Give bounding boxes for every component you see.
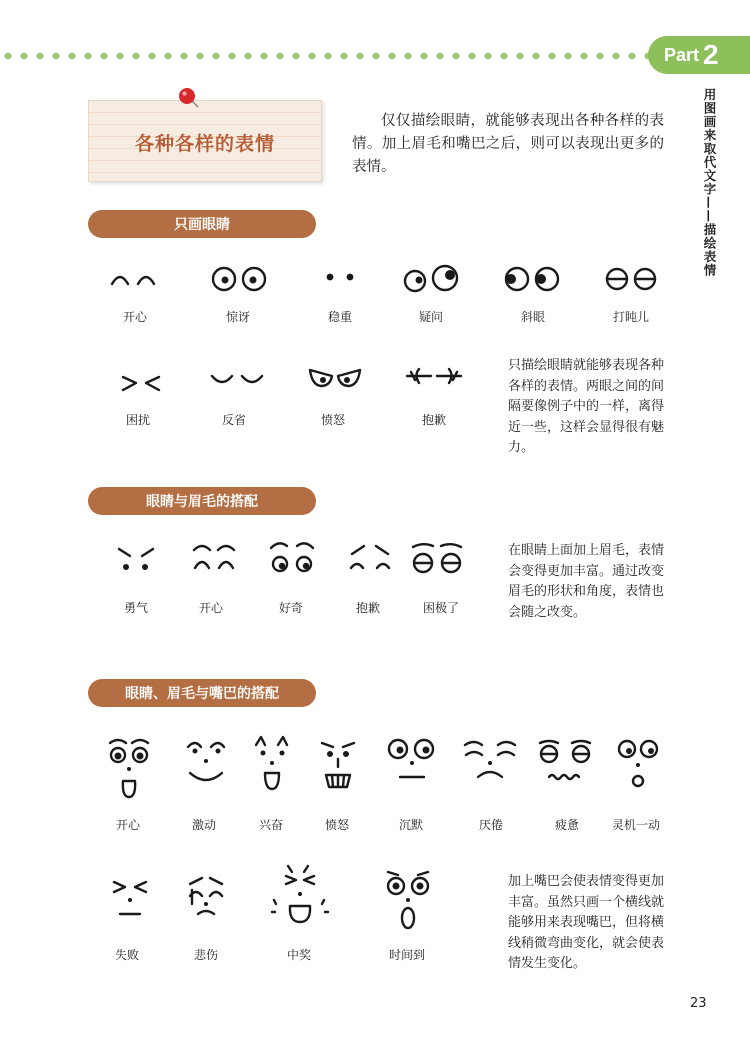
face-brows-curious: [266, 538, 318, 578]
face-eyes-dozing: [600, 264, 662, 294]
label: 开心: [115, 818, 140, 832]
face-full-failure: [110, 876, 150, 924]
face-full-tired: [535, 737, 595, 785]
label: 激动: [191, 818, 216, 832]
label: 悲伤: [193, 948, 218, 962]
label: 勇气: [123, 601, 148, 615]
section-heading-eyes-only: 只画眼睛: [88, 210, 316, 238]
face-eyes-side-glance: [500, 262, 566, 296]
label: 抱歉: [421, 413, 446, 427]
side-chapter-title: 用图画来取代文字——描绘表情: [702, 88, 717, 277]
note-eyes-brows: 在眼睛上面加上眉毛，表情会变得更加丰富。通过改变眉毛的形状和角度，表情也会随之改变。: [508, 543, 665, 620]
pushpin-icon: [178, 87, 200, 109]
label: 稳重: [327, 310, 352, 324]
section-heading-eyes-brows-mouth: 眼睛、眉毛与嘴巴的搭配: [88, 679, 316, 707]
label: 开心: [122, 310, 147, 324]
section-heading-eyes-brows: 眼睛与眉毛的搭配: [88, 487, 316, 515]
face-full-elated: [252, 733, 292, 797]
face-brows-happy: [190, 540, 238, 576]
label: 斜眼: [520, 310, 545, 324]
label: 沉默: [398, 818, 423, 832]
face-full-sad: [184, 870, 228, 930]
part-tab: [648, 36, 750, 74]
label: 好奇: [278, 601, 303, 615]
label: 抱歉: [355, 601, 380, 615]
face-full-silent: [384, 737, 438, 787]
label: 失败: [114, 948, 139, 962]
face-full-excited: [182, 735, 230, 795]
title-card: [88, 100, 322, 182]
page-number: 23: [690, 996, 707, 1011]
face-full-lucky: [268, 862, 332, 934]
dotted-border: [0, 52, 650, 60]
label: 中奖: [286, 948, 311, 962]
label: 疑问: [418, 310, 443, 324]
face-eyes-calm: [318, 266, 362, 288]
label: 兴奋: [258, 818, 283, 832]
label: 困扰: [125, 413, 150, 427]
face-full-happy: [106, 735, 152, 803]
face-brows-sorry: [346, 540, 394, 576]
face-full-time-up: [384, 866, 432, 934]
part-label: Part: [664, 44, 700, 65]
note-eyes-only: 只描绘眼睛就能够表现各种各样的表情。两眼之间的间隔要像例子中的一样，离得近一些，这样会显得很有魅力。: [508, 358, 665, 455]
note-eyes-brows-mouth: 加上嘴巴会使表情变得更加丰富。虽然只画一个横线就能够用来表现嘴巴，但将横线稍微弯曲变化，就会使表情发生变化。: [508, 874, 665, 971]
face-eyes-question: [400, 262, 464, 296]
face-eyes-apologetic: [404, 362, 464, 390]
face-brows-courage: [114, 542, 158, 576]
face-eyes-surprised: [205, 262, 275, 296]
face-eyes-happy: [108, 262, 168, 292]
label: 愤怒: [320, 413, 345, 427]
face-eyes-reflecting: [208, 370, 266, 392]
face-eyes-angry: [306, 364, 364, 392]
label: 困极了: [422, 601, 459, 615]
intro-paragraph: 仅仅描绘眼睛，就能够表现出各种各样的表情。加上眉毛和嘴巴之后，则可以表现出更多的表情。: [352, 113, 664, 175]
label: 灵机一动: [611, 818, 660, 832]
page-title: 各种各样的表情: [134, 133, 275, 155]
label: 反省: [221, 413, 246, 427]
face-eyes-troubled: [118, 372, 164, 396]
face-full-bored: [460, 737, 520, 785]
label: 惊讶: [225, 310, 250, 324]
label: 愤怒: [324, 818, 349, 832]
label: 打盹儿: [612, 310, 649, 324]
label: 时间到: [388, 948, 425, 962]
label: 疲惫: [554, 818, 579, 832]
face-brows-sleepy: [408, 540, 466, 576]
label: 开心: [198, 601, 223, 615]
face-full-inspired: [614, 737, 662, 793]
label: 厌倦: [478, 818, 503, 832]
face-full-angry: [318, 737, 358, 797]
part-number: 2: [703, 39, 719, 70]
